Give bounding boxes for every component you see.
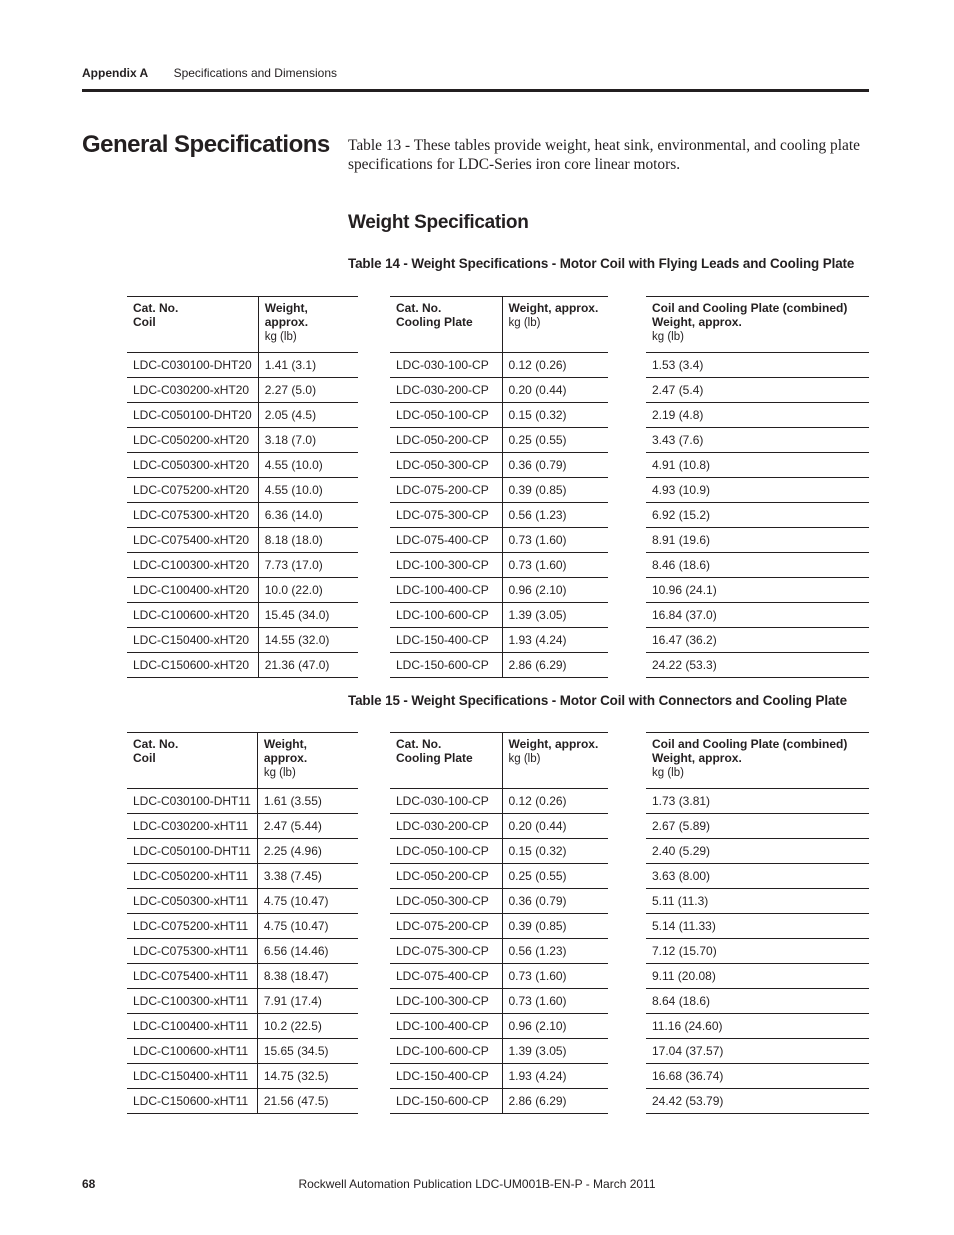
weight-cell: 3.38 (7.45): [257, 864, 358, 889]
combined-weight-cell: 9.11 (20.08): [646, 964, 869, 989]
header-title: Specifications and Dimensions: [173, 66, 337, 80]
table-row: [127, 528, 358, 553]
cat-no-cell: LDC-C150600-xHT11: [127, 1089, 257, 1114]
weight-cell: 1.41 (3.1): [258, 353, 358, 378]
header-line: Coil: [133, 751, 156, 765]
weight-cell: 0.73 (1.60): [502, 989, 608, 1014]
combined-weight-cell: 2.67 (5.89): [646, 814, 869, 839]
combined-weight-cell: 11.16 (24.60): [646, 1014, 869, 1039]
table-row: [390, 503, 608, 528]
table-row: [646, 1014, 869, 1039]
table-row: [127, 578, 358, 603]
table-row: [646, 789, 869, 814]
table-row: [646, 864, 869, 889]
combined-weight-cell: 7.12 (15.70): [646, 939, 869, 964]
header-row: [646, 733, 869, 789]
cat-no-cell: LDC-100-300-CP: [390, 553, 502, 578]
table-14-coil: [127, 296, 358, 678]
table-row: [390, 453, 608, 478]
header-unit: kg (lb): [652, 767, 684, 779]
combined-weight-cell: 2.40 (5.29): [646, 839, 869, 864]
header-row: [646, 297, 869, 353]
weight-cell: 2.47 (5.44): [257, 814, 358, 839]
table-row: [127, 378, 358, 403]
table-row: [646, 1039, 869, 1064]
header-row: [390, 297, 608, 353]
weight-cell: 21.56 (47.5): [257, 1089, 358, 1114]
cat-no-cell: LDC-C050300-xHT11: [127, 889, 257, 914]
header-line: Cat. No.: [133, 737, 179, 751]
cat-no-cell: LDC-C050100-DHT11: [127, 839, 257, 864]
table-row: [390, 578, 608, 603]
header-row: [127, 733, 358, 789]
table-15-combined: [646, 732, 869, 1114]
table-14-plate: [390, 296, 608, 678]
weight-cell: 7.73 (17.0): [258, 553, 358, 578]
table-row: [127, 939, 358, 964]
table-row: [646, 628, 869, 653]
table-row: [127, 1089, 358, 1114]
table-row: [390, 528, 608, 553]
weight-cell: 8.18 (18.0): [258, 528, 358, 553]
cat-no-cell: LDC-030-200-CP: [390, 378, 502, 403]
cat-no-cell: LDC-C075200-xHT20: [127, 478, 258, 503]
table-row: [646, 1089, 869, 1114]
table-row: [127, 839, 358, 864]
weight-cell: 0.56 (1.23): [502, 503, 608, 528]
cat-no-cell: LDC-C050200-xHT20: [127, 428, 258, 453]
cat-no-cell: LDC-075-300-CP: [390, 939, 502, 964]
table-row: [390, 628, 608, 653]
table-row: [390, 353, 608, 378]
table-15-coil: [127, 732, 358, 1114]
page-title: General Specifications: [82, 131, 330, 158]
table-row: [390, 428, 608, 453]
cat-no-cell: LDC-075-400-CP: [390, 528, 502, 553]
cat-no-cell: LDC-C030200-xHT11: [127, 814, 257, 839]
header-line: Weight, approx.: [263, 737, 308, 765]
weight-cell: 0.20 (0.44): [502, 814, 608, 839]
table-row: [646, 503, 869, 528]
table-row: [127, 864, 358, 889]
column-header-weight: [257, 733, 358, 789]
section-heading: Weight Specification: [348, 212, 529, 233]
weight-cell: 10.0 (22.0): [258, 578, 358, 603]
table-row: [390, 378, 608, 403]
table-row: [127, 1014, 358, 1039]
column-header-catno: [390, 297, 502, 353]
cat-no-cell: LDC-075-400-CP: [390, 964, 502, 989]
weight-cell: 10.2 (22.5): [257, 1014, 358, 1039]
cat-no-cell: LDC-C050100-DHT20: [127, 403, 258, 428]
table-row: [646, 914, 869, 939]
cat-no-cell: LDC-C050300-xHT20: [127, 453, 258, 478]
combined-weight-cell: 5.11 (11.3): [646, 889, 869, 914]
cat-no-cell: LDC-075-200-CP: [390, 914, 502, 939]
weight-cell: 0.25 (0.55): [502, 864, 608, 889]
table-row: [127, 653, 358, 678]
table-row: [646, 453, 869, 478]
table-row: [127, 428, 358, 453]
combined-weight-cell: 1.73 (3.81): [646, 789, 869, 814]
table-row: [646, 478, 869, 503]
table-row: [390, 1064, 608, 1089]
weight-cell: 0.39 (0.85): [502, 914, 608, 939]
column-header-catno: [127, 297, 258, 353]
header-line: Cat. No.: [133, 301, 179, 315]
weight-cell: 14.55 (32.0): [258, 628, 358, 653]
weight-cell: 2.27 (5.0): [258, 378, 358, 403]
weight-cell: 15.65 (34.5): [257, 1039, 358, 1064]
weight-cell: 2.25 (4.96): [257, 839, 358, 864]
weight-cell: 4.75 (10.47): [257, 914, 358, 939]
cat-no-cell: LDC-C030200-xHT20: [127, 378, 258, 403]
weight-cell: 8.38 (18.47): [257, 964, 358, 989]
combined-weight-cell: 5.14 (11.33): [646, 914, 869, 939]
header-rule: [82, 89, 869, 92]
cat-no-cell: LDC-C100600-xHT11: [127, 1039, 257, 1064]
header-line: Cat. No.: [396, 301, 442, 315]
cat-no-cell: LDC-050-200-CP: [390, 864, 502, 889]
header-unit: kg (lb): [263, 767, 296, 779]
table-15-caption: Table 15 - Weight Specifications - Motor Coil with Connectors and Cooling Plate: [348, 693, 847, 708]
table-row: [646, 603, 869, 628]
table-row: [646, 403, 869, 428]
table-row: [127, 453, 358, 478]
table-row: [127, 628, 358, 653]
column-header-weight: [258, 297, 358, 353]
table-row: [127, 989, 358, 1014]
weight-cell: 21.36 (47.0): [258, 653, 358, 678]
header-line: Coil and Cooling Plate (combined): [652, 301, 848, 315]
cat-no-cell: LDC-150-600-CP: [390, 653, 502, 678]
weight-cell: 0.36 (0.79): [502, 889, 608, 914]
table-row: [127, 964, 358, 989]
cat-no-cell: LDC-050-300-CP: [390, 453, 502, 478]
table-14-combined: [646, 296, 869, 678]
combined-weight-cell: 8.46 (18.6): [646, 553, 869, 578]
column-header-weight: [502, 297, 608, 353]
weight-cell: 0.73 (1.60): [502, 964, 608, 989]
weight-cell: 15.45 (34.0): [258, 603, 358, 628]
weight-cell: 0.15 (0.32): [502, 839, 608, 864]
column-header-catno: [127, 733, 257, 789]
table-row: [646, 839, 869, 864]
table-row: [646, 1064, 869, 1089]
table-row: [390, 814, 608, 839]
header-line: Cooling Plate: [396, 751, 473, 765]
weight-cell: 4.75 (10.47): [257, 889, 358, 914]
cat-no-cell: LDC-150-400-CP: [390, 628, 502, 653]
cat-no-cell: LDC-C100300-xHT11: [127, 989, 257, 1014]
header-row: [390, 733, 608, 789]
cat-no-cell: LDC-050-200-CP: [390, 428, 502, 453]
cat-no-cell: LDC-050-300-CP: [390, 889, 502, 914]
weight-cell: 0.36 (0.79): [502, 453, 608, 478]
weight-cell: 0.25 (0.55): [502, 428, 608, 453]
header-line: Weight, approx.: [652, 751, 742, 765]
table-row: [646, 578, 869, 603]
header-line: Coil and Cooling Plate (combined): [652, 737, 848, 751]
weight-cell: 1.93 (4.24): [502, 1064, 608, 1089]
weight-cell: 1.39 (3.05): [502, 1039, 608, 1064]
cat-no-cell: LDC-030-200-CP: [390, 814, 502, 839]
column-header-combined: [646, 733, 869, 789]
table-row: [127, 1039, 358, 1064]
weight-cell: 1.93 (4.24): [502, 628, 608, 653]
table-row: [127, 403, 358, 428]
header-unit: kg (lb): [508, 317, 541, 329]
cat-no-cell: LDC-100-600-CP: [390, 603, 502, 628]
combined-weight-cell: 16.84 (37.0): [646, 603, 869, 628]
cat-no-cell: LDC-C150400-xHT20: [127, 628, 258, 653]
weight-cell: 2.86 (6.29): [502, 1089, 608, 1114]
cat-no-cell: LDC-C075300-xHT11: [127, 939, 257, 964]
weight-cell: 0.56 (1.23): [502, 939, 608, 964]
cat-no-cell: LDC-050-100-CP: [390, 839, 502, 864]
table-row: [390, 1039, 608, 1064]
header-line: Weight, approx.: [508, 301, 599, 315]
combined-weight-cell: 24.42 (53.79): [646, 1089, 869, 1114]
header-line: Weight, approx.: [508, 737, 599, 751]
combined-weight-cell: 17.04 (37.57): [646, 1039, 869, 1064]
header-line: Coil: [133, 315, 156, 329]
cat-no-cell: LDC-050-100-CP: [390, 403, 502, 428]
table-row: [646, 428, 869, 453]
table-row: [127, 478, 358, 503]
weight-cell: 0.12 (0.26): [502, 353, 608, 378]
table-row: [646, 989, 869, 1014]
table-row: [390, 914, 608, 939]
weight-cell: 0.15 (0.32): [502, 403, 608, 428]
column-header-catno: [390, 733, 502, 789]
intro-paragraph: Table 13 - These tables provide weight, heat sink, environmental, and cooling plate specifications for LDC-Series iron core linear motors.: [348, 137, 860, 173]
column-header-weight: [502, 733, 608, 789]
weight-cell: 0.73 (1.60): [502, 553, 608, 578]
header-unit: kg (lb): [652, 331, 684, 343]
table-row: [127, 353, 358, 378]
table-row: [127, 914, 358, 939]
header-line: Weight, approx.: [264, 301, 309, 329]
table-row: [646, 653, 869, 678]
combined-weight-cell: 8.64 (18.6): [646, 989, 869, 1014]
table-row: [127, 1064, 358, 1089]
table-row: [646, 939, 869, 964]
weight-cell: 0.73 (1.60): [502, 528, 608, 553]
weight-cell: 2.05 (4.5): [258, 403, 358, 428]
combined-weight-cell: 4.93 (10.9): [646, 478, 869, 503]
cat-no-cell: LDC-100-300-CP: [390, 989, 502, 1014]
column-header-combined: [646, 297, 869, 353]
header-section: Appendix A: [82, 66, 149, 80]
cat-no-cell: LDC-C030100-DHT20: [127, 353, 258, 378]
header-line: Weight, approx.: [652, 315, 742, 329]
page-number: 68: [82, 1177, 96, 1191]
table-row: [390, 864, 608, 889]
combined-weight-cell: 10.96 (24.1): [646, 578, 869, 603]
table-row: [390, 839, 608, 864]
running-header: [82, 66, 337, 80]
table-row: [646, 353, 869, 378]
cat-no-cell: LDC-150-400-CP: [390, 1064, 502, 1089]
table-row: [390, 403, 608, 428]
table-row: [390, 1014, 608, 1039]
header-row: [127, 297, 358, 353]
combined-weight-cell: 6.92 (15.2): [646, 503, 869, 528]
table-row: [646, 964, 869, 989]
cat-no-cell: LDC-C100400-xHT11: [127, 1014, 257, 1039]
weight-cell: 2.86 (6.29): [502, 653, 608, 678]
cat-no-cell: LDC-C100600-xHT20: [127, 603, 258, 628]
cat-no-cell: LDC-C030100-DHT11: [127, 789, 257, 814]
weight-cell: 0.20 (0.44): [502, 378, 608, 403]
weight-cell: 7.91 (17.4): [257, 989, 358, 1014]
weight-cell: 14.75 (32.5): [257, 1064, 358, 1089]
combined-weight-cell: 2.19 (4.8): [646, 403, 869, 428]
cat-no-cell: LDC-100-600-CP: [390, 1039, 502, 1064]
weight-cell: 1.39 (3.05): [502, 603, 608, 628]
table-row: [390, 889, 608, 914]
cat-no-cell: LDC-C075200-xHT11: [127, 914, 257, 939]
table-15-plate: [390, 732, 608, 1114]
cat-no-cell: LDC-100-400-CP: [390, 578, 502, 603]
cat-no-cell: LDC-030-100-CP: [390, 353, 502, 378]
table-row: [127, 889, 358, 914]
combined-weight-cell: 8.91 (19.6): [646, 528, 869, 553]
header-line: Cooling Plate: [396, 315, 473, 329]
table-row: [390, 989, 608, 1014]
cat-no-cell: LDC-C050200-xHT11: [127, 864, 257, 889]
table-row: [646, 814, 869, 839]
table-row: [127, 603, 358, 628]
cat-no-cell: LDC-C100300-xHT20: [127, 553, 258, 578]
cat-no-cell: LDC-C075400-xHT11: [127, 964, 257, 989]
cat-no-cell: LDC-075-300-CP: [390, 503, 502, 528]
weight-cell: 0.96 (2.10): [502, 578, 608, 603]
table-row: [127, 814, 358, 839]
weight-cell: 6.36 (14.0): [258, 503, 358, 528]
table-row: [646, 553, 869, 578]
table-row: [127, 789, 358, 814]
cat-no-cell: LDC-150-600-CP: [390, 1089, 502, 1114]
cat-no-cell: LDC-075-200-CP: [390, 478, 502, 503]
weight-cell: 4.55 (10.0): [258, 453, 358, 478]
table-row: [390, 964, 608, 989]
cat-no-cell: LDC-030-100-CP: [390, 789, 502, 814]
table-row: [390, 553, 608, 578]
header-line: Cat. No.: [396, 737, 442, 751]
weight-cell: 3.18 (7.0): [258, 428, 358, 453]
table-row: [127, 503, 358, 528]
cat-no-cell: LDC-C150400-xHT11: [127, 1064, 257, 1089]
cat-no-cell: LDC-C075400-xHT20: [127, 528, 258, 553]
header-unit: kg (lb): [508, 753, 541, 765]
table-row: [390, 653, 608, 678]
combined-weight-cell: 2.47 (5.4): [646, 378, 869, 403]
table-row: [390, 789, 608, 814]
table-row: [390, 603, 608, 628]
publication-info: Rockwell Automation Publication LDC-UM001B-EN-P - March 2011: [298, 1177, 656, 1191]
weight-cell: 0.12 (0.26): [502, 789, 608, 814]
table-row: [127, 553, 358, 578]
combined-weight-cell: 3.63 (8.00): [646, 864, 869, 889]
cat-no-cell: LDC-C100400-xHT20: [127, 578, 258, 603]
table-row: [646, 528, 869, 553]
combined-weight-cell: 16.47 (36.2): [646, 628, 869, 653]
weight-cell: 6.56 (14.46): [257, 939, 358, 964]
weight-cell: 1.61 (3.55): [257, 789, 358, 814]
table-14-caption: Table 14 - Weight Specifications - Motor Coil with Flying Leads and Cooling Plate: [348, 256, 855, 271]
weight-cell: 0.96 (2.10): [502, 1014, 608, 1039]
table-row: [390, 1089, 608, 1114]
combined-weight-cell: 24.22 (53.3): [646, 653, 869, 678]
combined-weight-cell: 16.68 (36.74): [646, 1064, 869, 1089]
table-row: [646, 889, 869, 914]
weight-cell: 0.39 (0.85): [502, 478, 608, 503]
cat-no-cell: LDC-C075300-xHT20: [127, 503, 258, 528]
combined-weight-cell: 3.43 (7.6): [646, 428, 869, 453]
header-unit: kg (lb): [264, 331, 297, 343]
cat-no-cell: LDC-100-400-CP: [390, 1014, 502, 1039]
combined-weight-cell: 1.53 (3.4): [646, 353, 869, 378]
table-row: [646, 378, 869, 403]
cat-no-cell: LDC-C150600-xHT20: [127, 653, 258, 678]
combined-weight-cell: 4.91 (10.8): [646, 453, 869, 478]
weight-cell: 4.55 (10.0): [258, 478, 358, 503]
table-row: [390, 478, 608, 503]
table-row: [390, 939, 608, 964]
